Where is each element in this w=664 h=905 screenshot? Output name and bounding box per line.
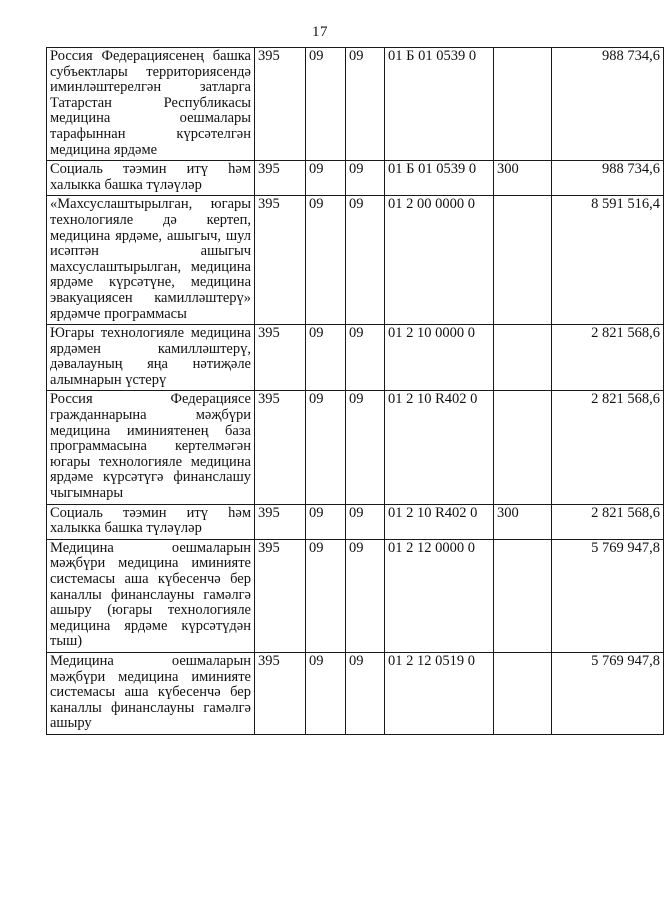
row-section-code: 09 <box>306 161 346 196</box>
row-section-code: 09 <box>306 325 346 391</box>
row-target-article-code: 01 2 12 0519 0 <box>385 652 494 734</box>
row-department-code: 395 <box>255 391 306 504</box>
row-department-code: 395 <box>255 161 306 196</box>
row-expense-type-code <box>494 48 552 161</box>
row-expense-type-code: 300 <box>494 161 552 196</box>
budget-table <box>46 47 664 735</box>
row-expense-type-code <box>494 391 552 504</box>
row-name: Медицина оешмаларын мәҗбүри медицина иминияте системасы аша күбесенчә бер каналлы финанслауны гамәлгә ашыру (югары технологияле медицина ярдәме күрсәтүдән тыш) <box>47 539 255 652</box>
table-row <box>47 504 664 539</box>
row-department-code: 395 <box>255 539 306 652</box>
row-name: Социаль тәэмин итү һәм халыкка башка түләүләр <box>47 504 255 539</box>
row-subsection-code: 09 <box>346 539 385 652</box>
table-row <box>47 161 664 196</box>
row-department-code: 395 <box>255 652 306 734</box>
row-name: Югары технологияле медицина ярдәмен камилләштерү, дәвалауның яңа нәтиҗәле алымнарын үстерү <box>47 325 255 391</box>
row-name: «Махсуслаштырылган, югары технологияле дә кертеп, медицина ярдәме, ашыгыч, шул исәптән ашыгыч махсуслаштырылган, медицина ярдәме күрсәтүне, медицина эвакуациясен камилләштерү» ярдәмче программасы <box>47 196 255 325</box>
row-expense-type-code <box>494 196 552 325</box>
row-name: Социаль тәэмин итү һәм халыкка башка түләүләр <box>47 161 255 196</box>
row-amount: 988 734,6 <box>552 161 664 196</box>
table-row <box>47 48 664 161</box>
row-subsection-code: 09 <box>346 161 385 196</box>
row-target-article-code: 01 Б 01 0539 0 <box>385 48 494 161</box>
row-expense-type-code <box>494 652 552 734</box>
row-section-code: 09 <box>306 504 346 539</box>
row-amount: 2 821 568,6 <box>552 391 664 504</box>
row-subsection-code: 09 <box>346 325 385 391</box>
row-section-code: 09 <box>306 391 346 504</box>
row-name: Россия Федерациясе гражданнарына мәҗбүри медицина иминиятенең база программасына кертелмәгән югары технологияле медицина ярдәме күрсәтүгә финанслашу чыгымнары <box>47 391 255 504</box>
row-department-code: 395 <box>255 325 306 391</box>
table-row <box>47 539 664 652</box>
row-amount: 988 734,6 <box>552 48 664 161</box>
row-amount: 2 821 568,6 <box>552 504 664 539</box>
table-row <box>47 652 664 734</box>
table-row <box>47 196 664 325</box>
row-target-article-code: 01 2 10 R402 0 <box>385 391 494 504</box>
row-amount: 5 769 947,8 <box>552 652 664 734</box>
row-target-article-code: 01 2 00 0000 0 <box>385 196 494 325</box>
row-section-code: 09 <box>306 652 346 734</box>
row-department-code: 395 <box>255 196 306 325</box>
table-row <box>47 325 664 391</box>
row-amount: 8 591 516,4 <box>552 196 664 325</box>
row-subsection-code: 09 <box>346 196 385 325</box>
page-number: 17 <box>312 24 328 40</box>
row-expense-type-code <box>494 325 552 391</box>
row-section-code: 09 <box>306 48 346 161</box>
row-subsection-code: 09 <box>346 391 385 504</box>
row-name: Россия Федерациясенең башка субъектлары территориясендә иминләштерелгән затларга Татарстан Республикасы медицина оешмалары тарафыннан күрсәтелгән медицина ярдәме <box>47 48 255 161</box>
row-name: Медицина оешмаларын мәҗбүри медицина иминияте системасы аша күбесенчә бер каналлы финанслауны гамәлгә ашыру <box>47 652 255 734</box>
row-department-code: 395 <box>255 48 306 161</box>
row-department-code: 395 <box>255 504 306 539</box>
row-target-article-code: 01 2 12 0000 0 <box>385 539 494 652</box>
row-section-code: 09 <box>306 539 346 652</box>
row-target-article-code: 01 2 10 0000 0 <box>385 325 494 391</box>
row-amount: 5 769 947,8 <box>552 539 664 652</box>
row-subsection-code: 09 <box>346 652 385 734</box>
table-row <box>47 391 664 504</box>
row-expense-type-code: 300 <box>494 504 552 539</box>
row-expense-type-code <box>494 539 552 652</box>
row-target-article-code: 01 2 10 R402 0 <box>385 504 494 539</box>
row-amount: 2 821 568,6 <box>552 325 664 391</box>
row-section-code: 09 <box>306 196 346 325</box>
row-target-article-code: 01 Б 01 0539 0 <box>385 161 494 196</box>
row-subsection-code: 09 <box>346 48 385 161</box>
row-subsection-code: 09 <box>346 504 385 539</box>
